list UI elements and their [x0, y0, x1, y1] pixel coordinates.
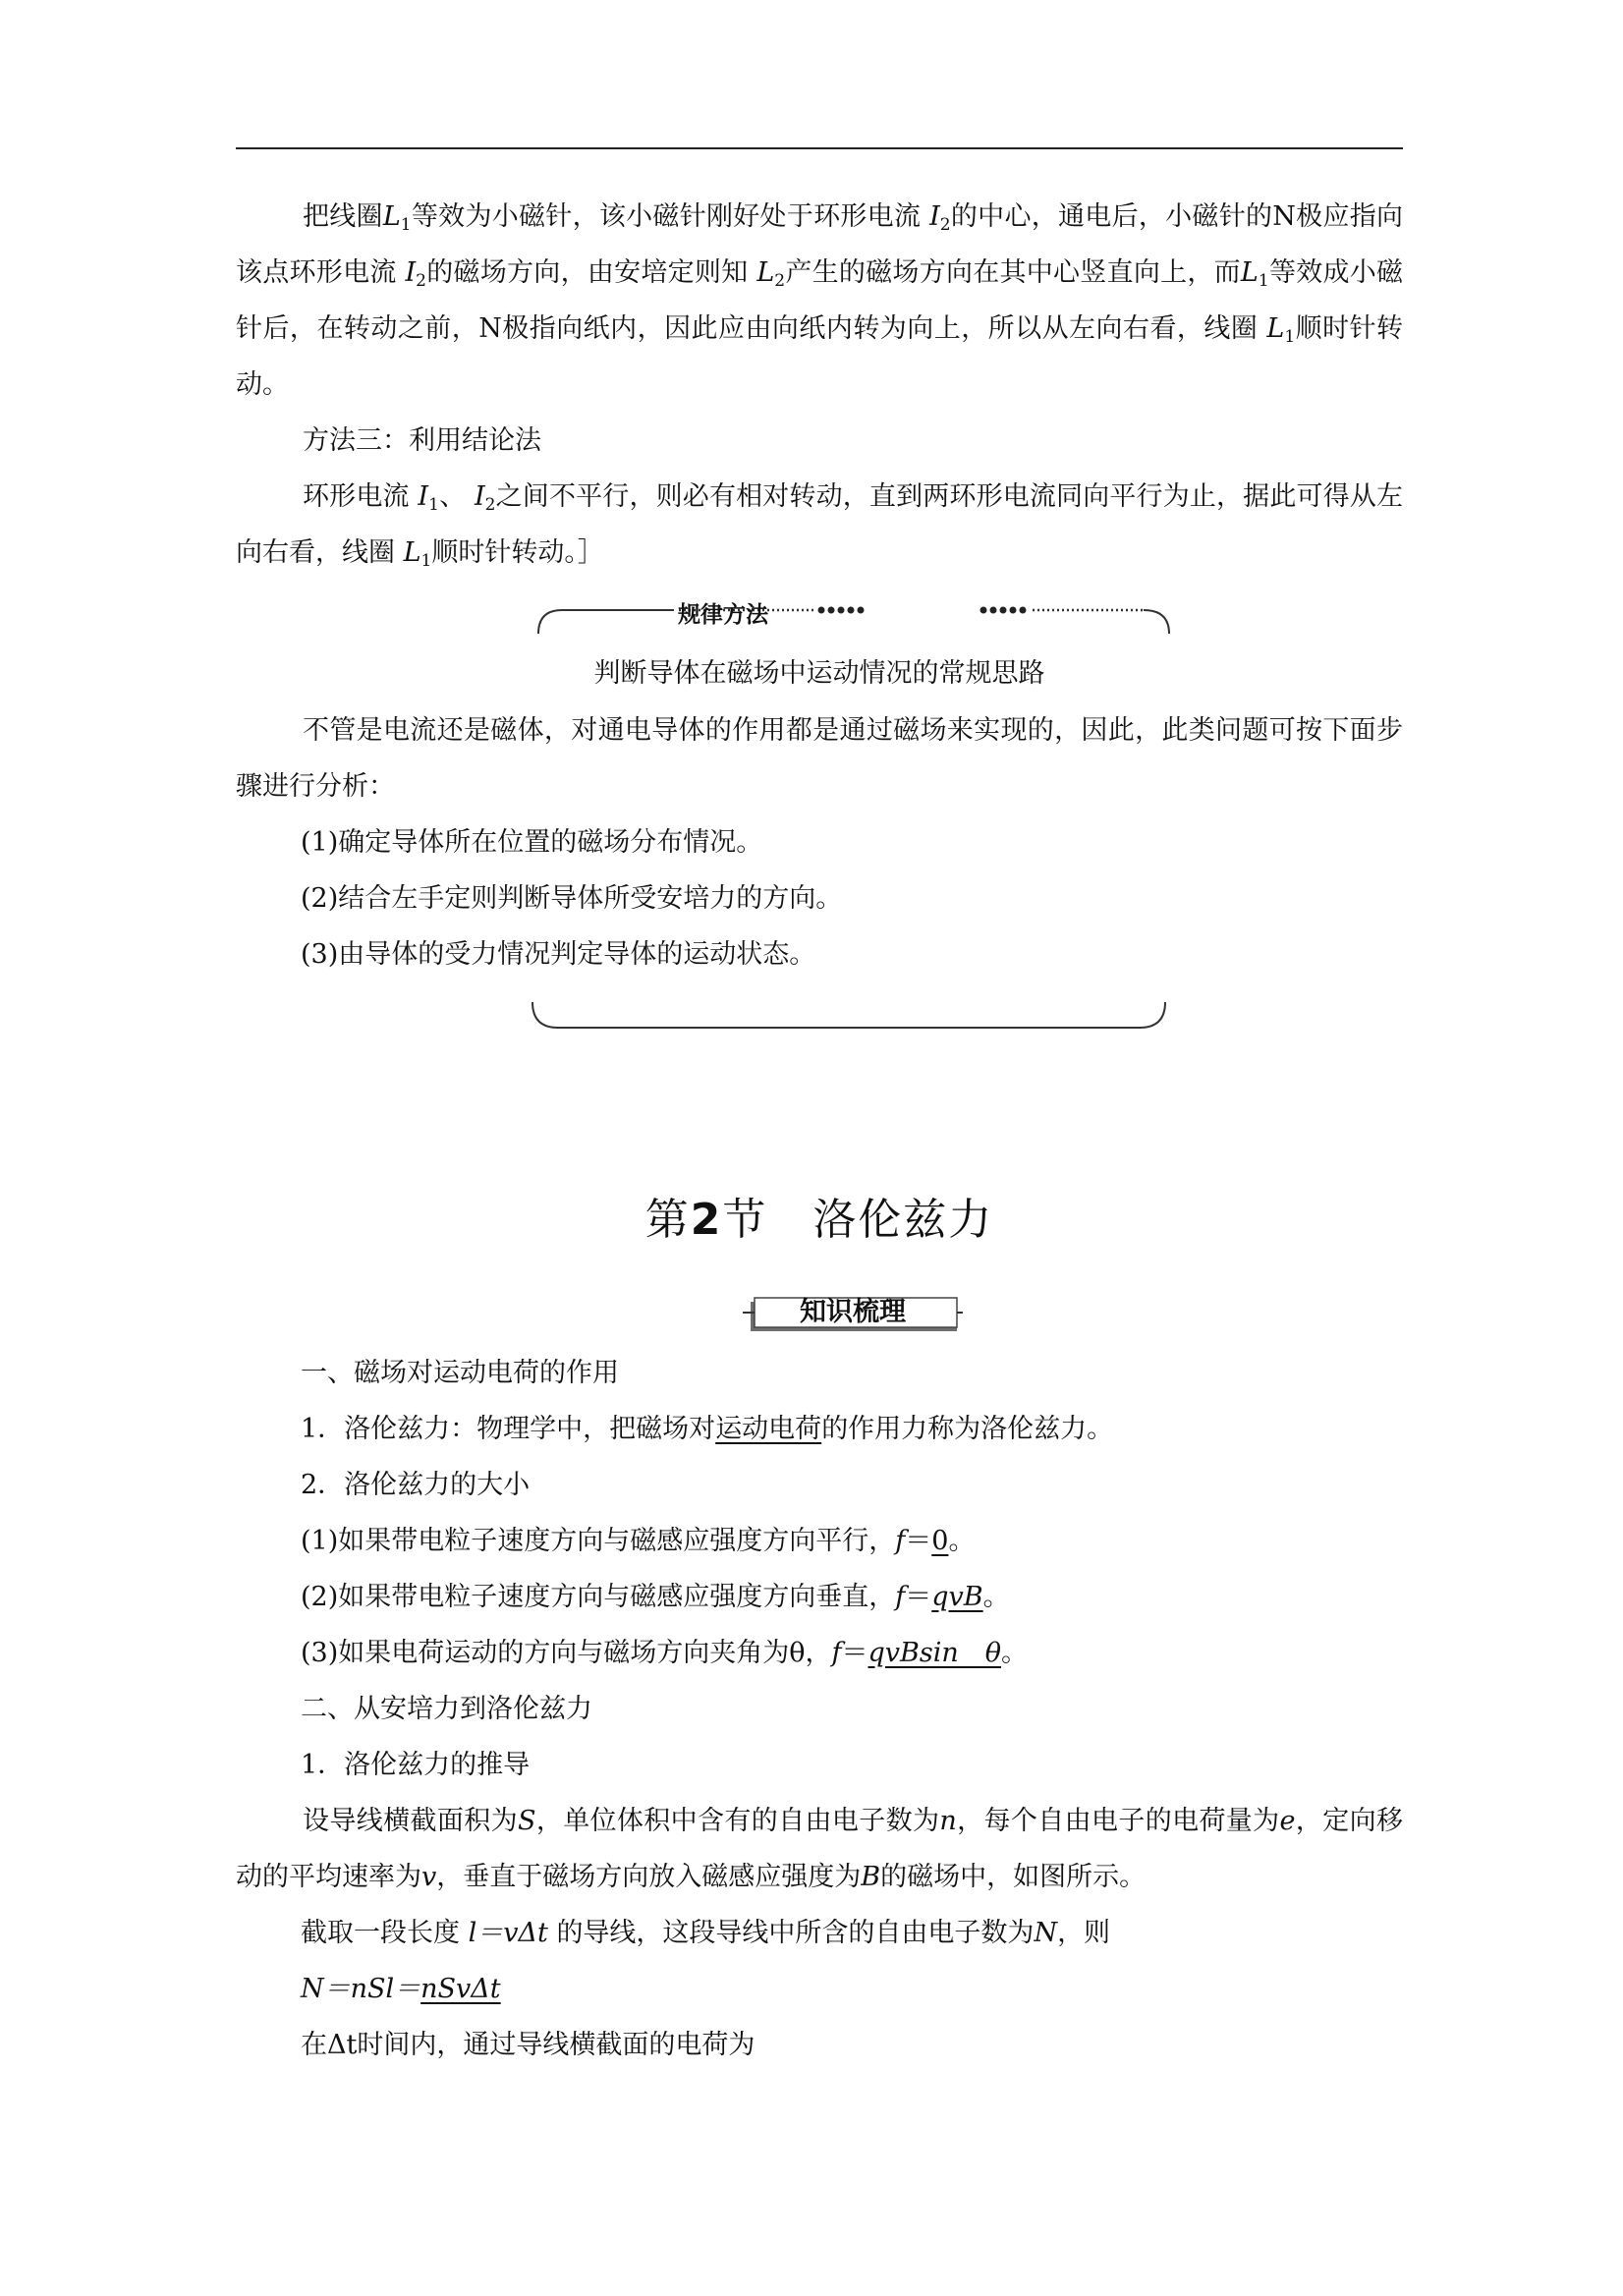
answer-blank: nSvΔt [420, 1974, 501, 2004]
item-3: 1．洛伦兹力的推导 [301, 1750, 531, 1780]
answer-blank: qvB [931, 1582, 983, 1612]
method-box-top-frame [536, 604, 1171, 638]
header-rule [236, 147, 1403, 149]
heading-2: 二、从安培力到洛伦兹力 [301, 1694, 592, 1724]
method-box-title: 判断导体在磁场中运动情况的常规思路 [593, 658, 1045, 689]
heading-1: 一、磁场对运动电荷的作用 [301, 1358, 619, 1388]
derivation-segment: 截取一段长度 l＝vΔt 的导线，这段导线中所含的自由电子数为N，则 [301, 1918, 1111, 1948]
method-box-bottom-frame [531, 1000, 1167, 1034]
section-title: 第2节 洛伦兹力 [644, 1195, 994, 1245]
derivation-charge: 在Δt时间内，通过导线横截面的电荷为 [301, 2030, 756, 2060]
method-box-label: 规律方法 [678, 602, 768, 628]
paragraph-method3-text: 环形电流 $I_1$、 $I_2$之间不平行，则必有相对转动，直到两环形电流同向平行为止，据此可得从左向右看，线圈 $L_1$顺时针转动。］ [236, 481, 1403, 571]
case-3: (3)如果电荷运动的方向与磁场方向夹角为θ，f＝qvBsin θ。 [301, 1638, 1029, 1668]
top-text-block [236, 189, 1403, 581]
item-2: 2．洛伦兹力的大小 [301, 1470, 531, 1500]
derivation-formula: N＝nSl＝nSvΔt [301, 1974, 501, 2004]
answer-blank: 0 [931, 1526, 949, 1556]
method-box-step: (1)确定导体所在位置的磁场分布情况。 [301, 827, 763, 858]
method-box-step: (2)结合左手定则判断导体所受安培力的方向。 [301, 883, 843, 914]
case-1: (1)如果带电粒子速度方向与磁感应强度方向平行，f＝0。 [301, 1526, 976, 1556]
method-box-step: (3)由导体的受力情况判定导体的运动状态。 [301, 939, 816, 970]
answer-blank: qvBsin θ [867, 1638, 1002, 1668]
knowledge-content [236, 1345, 1403, 2073]
item-1: 1．洛伦兹力：物理学中，把磁场对运动电荷的作用力称为洛伦兹力。 [301, 1414, 1114, 1444]
paragraph-method2-text: 把线圈$L_1$等效为小磁针，该小磁针刚好处于环形电流 $I_2$的中心，通电后，小磁针的N极应指向该点环形电流 $I_2$的磁场方向，由安培定则知 $L_2$产生的磁场方向在其中心竖直向上，而$L_1$等效成小磁针后，在转动之前，N极指向纸内，因此应由向纸内转为向上，所以从左向右看，线圈 $L_1$顺时针转动。 [236, 201, 1404, 400]
derivation-paragraph: 设导线横截面积为S，单位体积中含有的自由电子数为n，每个自由电子的电荷量为e，定向移动的平均速率为v，垂直于磁场方向放入磁感应强度为B的磁场中，如图所示。 [236, 1806, 1404, 1892]
answer-blank: 运动电荷 [715, 1414, 822, 1444]
method3-heading: 方法三：利用结论法 [303, 425, 541, 456]
method-box-content [236, 702, 1403, 982]
knowledge-tag-label: 知识梳理 [800, 1297, 906, 1327]
case-2: (2)如果带电粒子速度方向与磁感应强度方向垂直，f＝qvB。 [301, 1582, 1010, 1612]
method-box-intro: 不管是电流还是磁体，对通电导体的作用都是通过磁场来实现的，因此，此类问题可按下面步骤进行分析： [236, 715, 1403, 802]
